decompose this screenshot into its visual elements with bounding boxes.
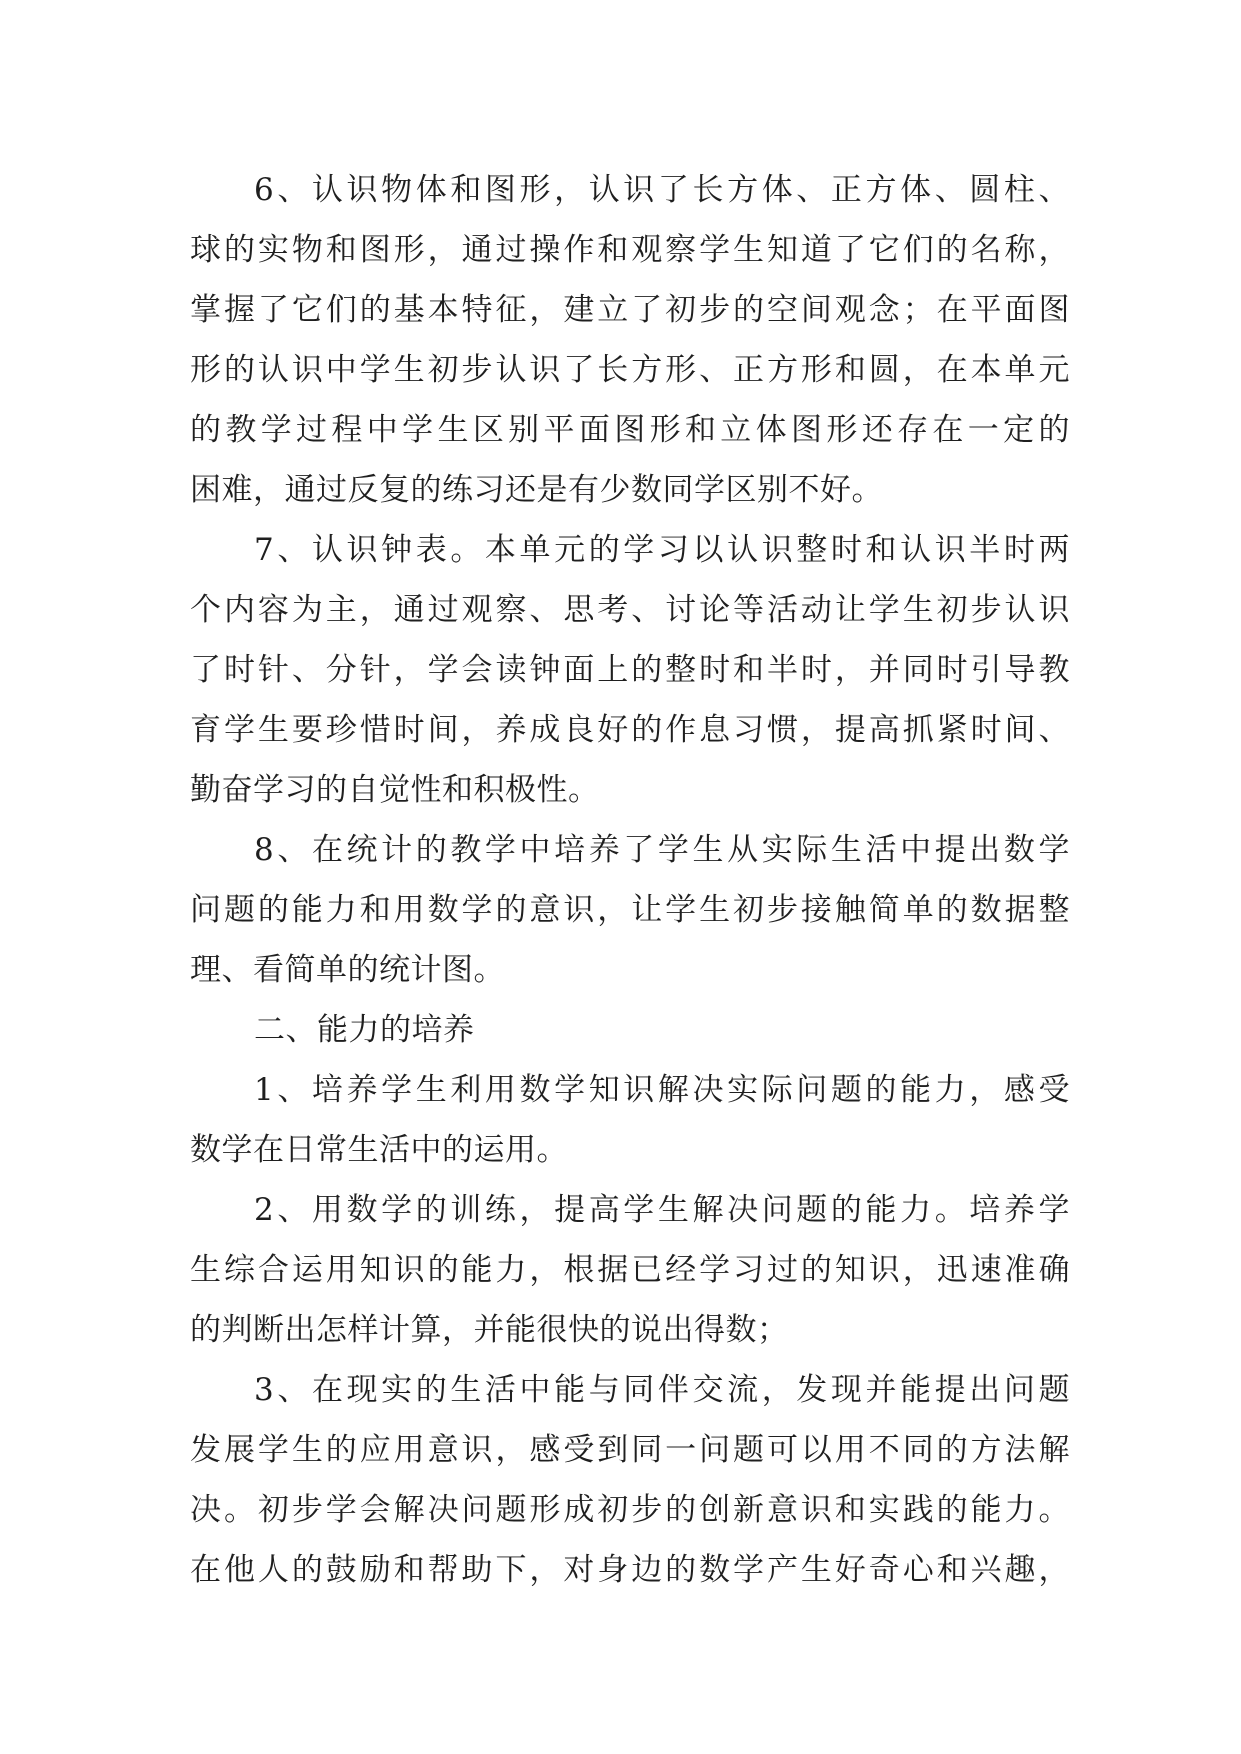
text-line: 育学生要珍惜时间，养成良好的作息习惯，提高抓紧时间、 — [190, 712, 1070, 748]
paragraph-item-3 — [190, 1360, 1070, 1600]
text-line: 问题的能力和用数学的意识，让学生初步接触简单的数据整 — [190, 892, 1070, 928]
text-line: 决。初步学会解决问题形成初步的创新意识和实践的能力。 — [190, 1492, 1070, 1528]
text-line: 了时针、分针，学会读钟面上的整时和半时，并同时引导教 — [190, 652, 1070, 688]
section-heading — [190, 1000, 1070, 1060]
paragraph-item-7 — [190, 520, 1070, 820]
text-line: 困难，通过反复的练习还是有少数同学区别不好。 — [190, 472, 883, 508]
text-line: 球的实物和图形，通过操作和观察学生知道了它们的名称， — [190, 232, 1070, 268]
paragraph-item-8 — [190, 820, 1070, 1000]
text-line: 的判断出怎样计算，并能很快的说出得数； — [190, 1312, 789, 1348]
text-line: 勤奋学习的自觉性和积极性。 — [190, 772, 600, 808]
text-line: 个内容为主，通过观察、思考、讨论等活动让学生初步认识 — [190, 592, 1070, 628]
paragraph-item-2 — [190, 1180, 1070, 1360]
text-line: 的教学过程中学生区别平面图形和立体图形还存在一定的 — [190, 412, 1070, 448]
document-body — [190, 160, 1070, 1600]
paragraph-item-6 — [190, 160, 1070, 520]
paragraph-item-1 — [190, 1060, 1070, 1180]
text-line: 8、在统计的教学中培养了学生从实际生活中提出数学 — [254, 832, 1070, 868]
text-line: 在他人的鼓励和帮助下，对身边的数学产生好奇心和兴趣， — [190, 1552, 1070, 1588]
text-line: 形的认识中学生初步认识了长方形、正方形和圆，在本单元 — [190, 352, 1070, 388]
text-line: 生综合运用知识的能力，根据已经学习过的知识，迅速准确 — [190, 1252, 1070, 1288]
text-line: 6、认识物体和图形，认识了长方体、正方体、圆柱、 — [254, 172, 1070, 208]
text-line: 7、认识钟表。本单元的学习以认识整时和认识半时两 — [254, 532, 1070, 568]
text-line: 1、培养学生利用数学知识解决实际问题的能力，感受 — [254, 1072, 1070, 1108]
text-line: 掌握了它们的基本特征，建立了初步的空间观念；在平面图 — [190, 292, 1070, 328]
section-heading-text: 二、能力的培养 — [254, 1012, 475, 1048]
text-line: 2、用数学的训练，提高学生解决问题的能力。培养学 — [254, 1192, 1070, 1228]
text-line: 发展学生的应用意识，感受到同一问题可以用不同的方法解 — [190, 1432, 1070, 1468]
text-line: 数学在日常生活中的运用。 — [190, 1132, 568, 1168]
text-line: 理、看简单的统计图。 — [190, 952, 505, 988]
text-line: 3、在现实的生活中能与同伴交流，发现并能提出问题 — [254, 1372, 1070, 1408]
